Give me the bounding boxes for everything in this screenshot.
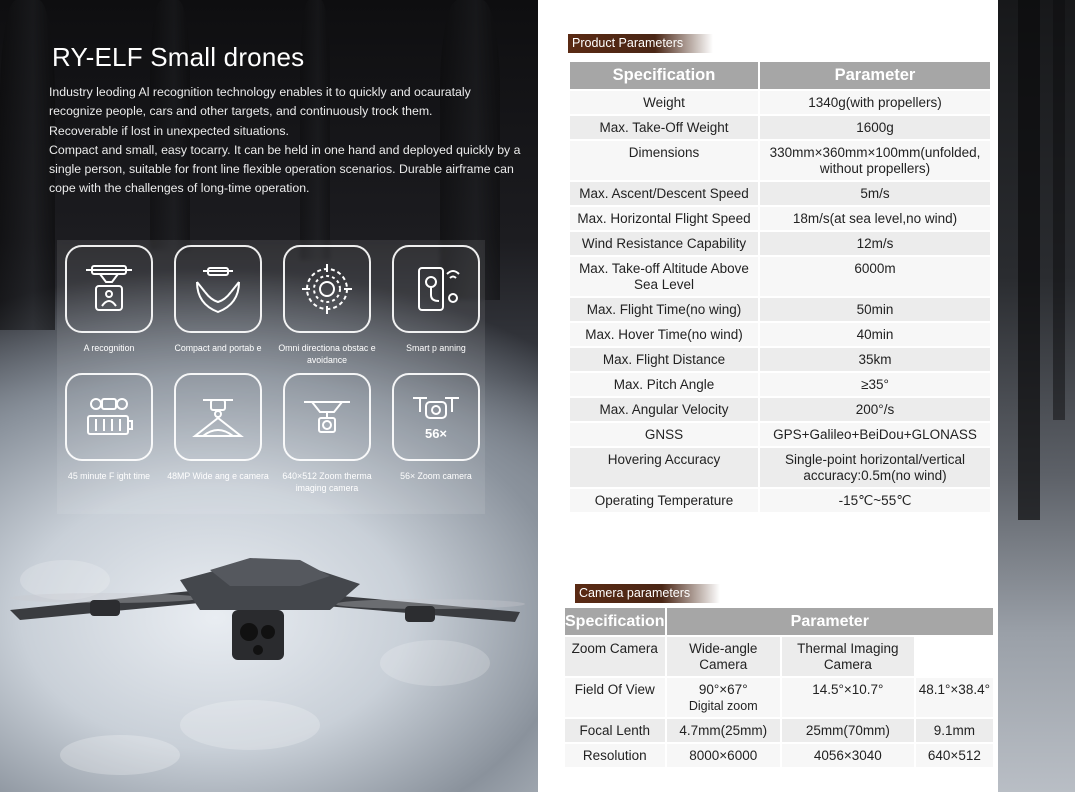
spec-value-cell: GPS+Galileo+BeiDou+GLONASS: [760, 423, 990, 446]
spec-value-cell: 200°/s: [760, 398, 990, 421]
thermal-camera-drone-icon: [283, 373, 371, 461]
camera-zoom-cell-text: 8000×6000: [689, 748, 758, 763]
camera-type-row: [565, 637, 993, 676]
table-row: [570, 423, 990, 446]
spec-name-cell: Dimensions: [570, 141, 758, 180]
feature-smart-planning: [384, 245, 488, 355]
camera-spec-cell-text: Focal Lenth: [579, 723, 651, 738]
table-row: [565, 719, 993, 742]
spec-value-cell: 18m/s(at sea level,no wind): [760, 207, 990, 230]
spec-name-cell: Max. Take-Off Weight: [570, 116, 758, 139]
zoom-badge: 56×: [424, 426, 448, 441]
feature-label: Omni directiona obstac e avoidance: [278, 343, 376, 365]
feature-flight-time: [57, 373, 161, 483]
spec-value-cell: Single-point horizontal/vertical accuracy:0.5m(no wind): [760, 448, 990, 487]
table-row: [570, 91, 990, 114]
feature-zoom-camera: [384, 373, 488, 483]
table-row: [570, 448, 990, 487]
feature-label: 45 minute F ight time: [67, 471, 151, 481]
table-row: [570, 207, 990, 230]
zoom-camera-56x-icon: [392, 373, 480, 461]
camera-type-wide: Wide-angle Camera: [667, 637, 780, 676]
spec-name-cell: Wind Resistance Capability: [570, 232, 758, 255]
table-row: [570, 398, 990, 421]
camera-spec-cell-text: Resolution: [582, 748, 647, 763]
feature-obstacle-avoidance: [275, 245, 379, 366]
feature-thermal-camera: [275, 373, 379, 494]
spec-name-cell: Max. Ascent/Descent Speed: [570, 182, 758, 205]
table-row: [570, 298, 990, 321]
spec-value-cell: 6000m: [760, 257, 990, 296]
table-row: [570, 257, 990, 296]
camera-thermal-cell-text: 48.1°×38.4°: [918, 682, 990, 697]
camera-parameters-heading: Camera parameters: [575, 584, 720, 603]
camera-wide-cell-text: 25mm(70mm): [805, 723, 890, 738]
hands-holding-drone-icon: [174, 245, 262, 333]
camera-zoom-cell: [667, 678, 780, 717]
camera-parameters-table: [563, 606, 995, 769]
camera-thermal-cell-text: 9.1mm: [933, 723, 975, 738]
camera-wide-cell-text: 4056×3040: [813, 748, 882, 763]
camera-thermal-cell: [916, 678, 993, 717]
camera-type-thermal: Thermal Imaging Camera: [782, 637, 914, 676]
spec-value-cell: ≥35°: [760, 373, 990, 396]
spec-value-cell: 35km: [760, 348, 990, 371]
feature-compact: [166, 245, 270, 355]
camera-type-zoom: Zoom Camera: [565, 637, 665, 676]
spec-value-cell: 5m/s: [760, 182, 990, 205]
table-row: [570, 323, 990, 346]
spec-name-cell: Max. Flight Time(no wing): [570, 298, 758, 321]
table-row: [565, 678, 993, 717]
column-header-specification: Specification: [570, 62, 758, 89]
spec-value-cell: 50min: [760, 298, 990, 321]
smart-planning-phone-icon: [392, 245, 480, 333]
spec-name-cell: Operating Temperature: [570, 489, 758, 512]
camera-spec-cell-text: Field Of View: [574, 682, 655, 697]
wide-angle-camera-icon: [174, 373, 262, 461]
page-title: RY-ELF Small drones: [52, 42, 305, 72]
spec-value-cell: 330mm×360mm×100mm(unfolded, without propellers): [760, 141, 990, 180]
camera-thermal-cell-text: 640×512: [927, 748, 981, 763]
feature-label: 48MP Wide ang e camera: [167, 471, 269, 481]
table-row: [565, 744, 993, 767]
feature-label: A recognition: [83, 343, 135, 353]
product-parameters-table: [568, 60, 992, 514]
feature-wide-camera: [166, 373, 270, 483]
camera-wide-cell: [782, 719, 914, 742]
spec-name-cell: Max. Flight Distance: [570, 348, 758, 371]
feature-grid: [57, 240, 485, 514]
column-header-parameter: Parameter: [760, 62, 990, 89]
battery-flight-time-icon: [65, 373, 153, 461]
camera-thermal-cell: [916, 744, 993, 767]
background-edge: [998, 0, 1075, 792]
camera-parameter-header: Parameter: [667, 608, 993, 635]
ai-recognition-icon: [65, 245, 153, 333]
product-description: [49, 83, 524, 199]
table-row: [570, 489, 990, 512]
feature-label: Compact and portab e: [174, 343, 262, 353]
zoom-note: Digital zoom: [688, 699, 758, 713]
omnidirectional-radar-icon: [283, 245, 371, 333]
spec-name-cell: Max. Take-off Altitude Above Sea Level: [570, 257, 758, 296]
spec-name-cell: Max. Angular Velocity: [570, 398, 758, 421]
spec-name-cell: Hovering Accuracy: [570, 448, 758, 487]
product-parameters-heading: Product Parameters: [568, 34, 713, 53]
camera-zoom-cell: [667, 719, 780, 742]
spec-name-cell: Max. Pitch Angle: [570, 373, 758, 396]
spec-value-cell: 40min: [760, 323, 990, 346]
table-row: [570, 232, 990, 255]
camera-spec-cell: [565, 719, 665, 742]
feature-label: 640×512 Zoom therma imaging camera: [282, 471, 372, 493]
feature-label: Smart p anning: [406, 343, 466, 353]
table-row: [570, 141, 990, 180]
spec-value-cell: 1340g(with propellers): [760, 91, 990, 114]
spec-value-cell: -15℃~55℃: [760, 489, 990, 512]
camera-spec-cell: [565, 678, 665, 717]
drone-image: [0, 540, 538, 690]
camera-wide-cell: [782, 744, 914, 767]
table-row: [570, 373, 990, 396]
table-row: [570, 116, 990, 139]
table-row: [570, 182, 990, 205]
camera-spec-cell: [565, 744, 665, 767]
spec-name-cell: Max. Horizontal Flight Speed: [570, 207, 758, 230]
spec-name-cell: Max. Hover Time(no wind): [570, 323, 758, 346]
spec-name-cell: Weight: [570, 91, 758, 114]
camera-wide-cell-text: 14.5°×10.7°: [812, 682, 884, 697]
camera-zoom-cell-text: 4.7mm(25mm): [679, 723, 768, 738]
spec-value-cell: 12m/s: [760, 232, 990, 255]
feature-ai-recognition: [57, 245, 161, 355]
description-paragraph: Recoverable if lost in unexpected situations.: [49, 123, 289, 138]
spec-value-cell: 1600g: [760, 116, 990, 139]
feature-label: 56× Zoom camera: [400, 471, 472, 481]
table-row: [570, 348, 990, 371]
description-paragraph: Compact and small, easy tocarry. It can be held in one hand and deployed quickly by a single person, suitable for front line flexible operation scenarios. Durable airframe can cope with the challenges of long-time operation.: [49, 142, 521, 196]
camera-wide-cell: [782, 678, 914, 717]
spec-name-cell: GNSS: [570, 423, 758, 446]
camera-zoom-cell-text: 90°×67°: [698, 682, 748, 697]
camera-zoom-cell: [667, 744, 780, 767]
camera-corner-header: Specification: [565, 608, 665, 635]
camera-thermal-cell: [916, 719, 993, 742]
description-paragraph: Industry leoding Al recognition technology enables it to quickly and ocaurataly recognize people, cars and other targets, and continuously trock them.: [49, 85, 471, 119]
